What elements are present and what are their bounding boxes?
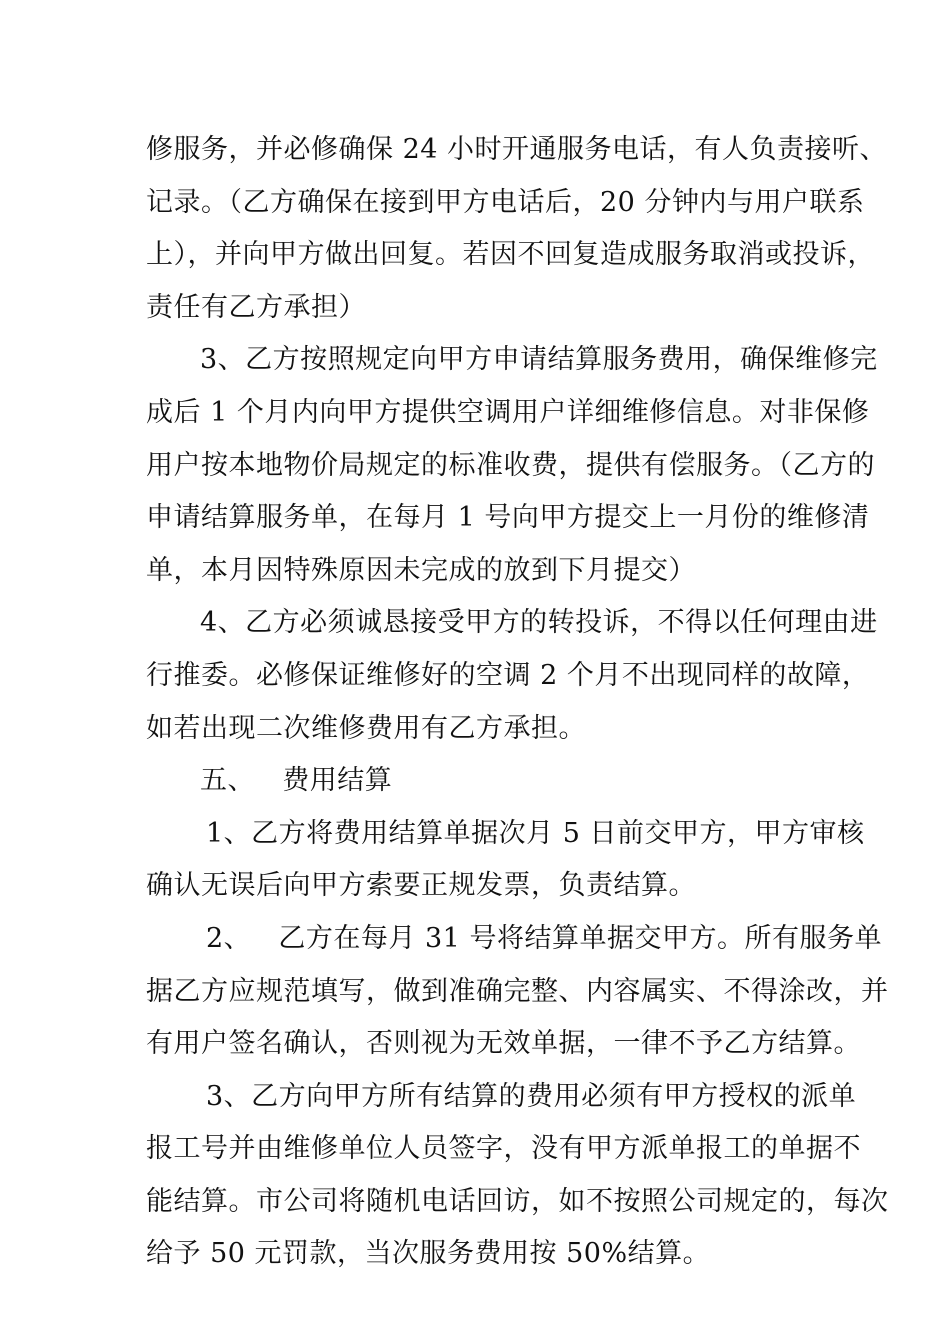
text-line: 责任有乙方承担） xyxy=(146,291,366,323)
text-line: 行推委。必修保证维修好的空调 2 个月不出现同样的故障， xyxy=(146,659,870,691)
text-line: 成后 1 个月内向甲方提供空调用户详细维修信息。对非保修 xyxy=(146,396,870,428)
text-line: 给予 50 元罚款，当次服务费用按 50%结算。 xyxy=(146,1238,711,1270)
text-line: 上），并向甲方做出回复。若因不回复造成服务取消或投诉， xyxy=(146,239,875,271)
text-line: 用户按本地物价局规定的标准收费，提供有偿服务。（乙方的 xyxy=(146,449,875,481)
text-line: 记录。（乙方确保在接到甲方电话后，20 分钟内与用户联系 xyxy=(146,186,865,218)
text-line: 单，本月因特殊原因未完成的放到下月提交） xyxy=(146,554,696,586)
text-line: 如若出现二次维修费用有乙方承担。 xyxy=(146,712,586,744)
document-body xyxy=(146,124,889,1281)
text-line: 申请结算服务单，在每月 1 号向甲方提交上一月份的维修清 xyxy=(146,502,870,534)
paragraph-3-line: 3、乙方按照规定向甲方申请结算服务费用，确保维修完 xyxy=(200,344,878,376)
section-heading: 五、 费用结算 xyxy=(200,765,393,797)
text-line: 报工号并由维修单位人员签字，没有甲方派单报工的单据不 xyxy=(146,1133,861,1165)
section-5-item-2-line: 2、 乙方在每月 31 号将结算单据交甲方。所有服务单 xyxy=(206,922,882,954)
section-5-item-3-line: 3、乙方向甲方所有结算的费用必须有甲方授权的派单 xyxy=(206,1080,857,1112)
text-line: 据乙方应规范填写，做到准确完整、内容属实、不得涂改，并 xyxy=(146,975,889,1007)
paragraph-4-line: 4、乙方必须诚恳接受甲方的转投诉，不得以任何理由进 xyxy=(200,607,878,639)
text-line: 能结算。市公司将随机电话回访，如不按照公司规定的，每次 xyxy=(146,1185,889,1217)
text-line: 确认无误后向甲方索要正规发票，负责结算。 xyxy=(146,870,696,902)
text-line: 修服务，并必修确保 24 小时开通服务电话，有人负责接听、 xyxy=(146,134,888,165)
text-line: 有用户签名确认，否则视为无效单据，一律不予乙方结算。 xyxy=(146,1028,861,1060)
section-5-item-1-line: 1、乙方将费用结算单据次月 5 日前交甲方，甲方审核 xyxy=(206,817,865,849)
